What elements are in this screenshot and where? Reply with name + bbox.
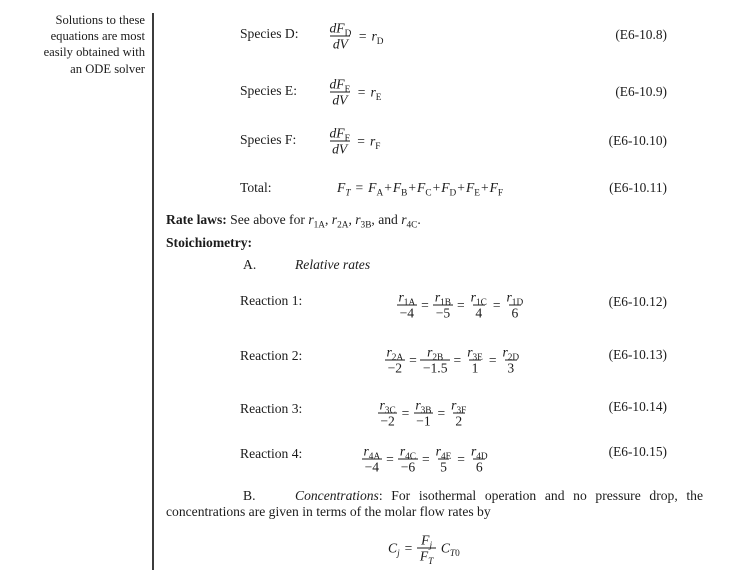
- period: .: [417, 212, 421, 227]
- equals-sign: =: [457, 451, 465, 466]
- rate-laws-line: [166, 212, 421, 231]
- fraction-numerator: [377, 397, 398, 417]
- species-index-subscript: [397, 549, 400, 559]
- fraction-numerator: [327, 20, 354, 40]
- equals-sign: =: [357, 133, 365, 148]
- separator: ,: [324, 212, 332, 227]
- relative-rates-equation: [396, 290, 526, 321]
- fraction-denominator: −5: [433, 305, 452, 321]
- rate-symbol: r: [331, 212, 338, 227]
- equation-number: (E6-10.12): [608, 294, 667, 309]
- concentration-lhs: [388, 540, 400, 559]
- fraction-numerator: [465, 344, 486, 364]
- margin-note: [14, 12, 145, 77]
- rate-ratio-fraction: [432, 290, 453, 321]
- total-lhs: [337, 180, 351, 199]
- fraction-denominator: [330, 36, 350, 52]
- item-b-title: Concentrations: [295, 488, 379, 503]
- denominator-text: dV: [332, 141, 348, 157]
- rate-subscript: 4A: [368, 452, 381, 463]
- rate-symbol: r: [451, 397, 457, 413]
- concentration-symbol: C: [440, 540, 450, 555]
- rate-subscript: 3B: [420, 406, 432, 417]
- rate-subscript: 3F: [456, 406, 467, 417]
- rate-term: [369, 133, 381, 152]
- plus-sign: +: [408, 180, 417, 195]
- flow-subscript: B: [401, 188, 408, 199]
- column-rule: [152, 13, 154, 570]
- fraction-denominator: 6: [509, 305, 521, 321]
- fraction-denominator: 4: [473, 305, 485, 321]
- equation-number: (E6-10.14): [608, 399, 667, 414]
- margin-note-line: Solutions to these: [55, 13, 145, 27]
- rate-symbol: r: [308, 212, 314, 227]
- fraction-denominator: −2: [385, 360, 404, 376]
- rate-symbol: r: [398, 289, 404, 305]
- rate-symbol: r: [506, 289, 512, 305]
- subscript-italic: j: [429, 541, 433, 552]
- fraction-denominator: −2: [378, 413, 397, 429]
- rate-ratio-fraction: [420, 345, 450, 376]
- equation-number: (E6-10.9): [615, 84, 667, 99]
- equation-number: (E6-10.15): [608, 444, 667, 459]
- margin-note-line: equations are most: [50, 29, 145, 44]
- equals-sign: =: [437, 405, 446, 420]
- item-b-text: : For isothermal operation and no pressure drop, the: [378, 488, 703, 503]
- fraction-denominator: 2: [453, 413, 465, 429]
- rate-symbol: r: [363, 443, 369, 459]
- rate-subscript: E: [375, 92, 382, 103]
- flow-symbol: F: [419, 548, 429, 564]
- equals-sign: =: [488, 352, 497, 367]
- rate-subscript: 2A: [391, 353, 404, 364]
- rate-subscript: 4E: [440, 452, 452, 463]
- fraction-numerator: [419, 532, 435, 552]
- equals-sign: =: [421, 297, 429, 312]
- rate-symbol: r: [470, 289, 476, 305]
- equation-number: (E6-10.13): [608, 347, 667, 362]
- fraction-numerator: [413, 397, 434, 417]
- rate-symbol: r: [467, 344, 473, 360]
- equals-sign: =: [357, 84, 366, 99]
- rate-symbol: r: [399, 443, 406, 459]
- numerator-subscript: D: [344, 29, 352, 40]
- denominator-text: dV: [332, 92, 348, 108]
- flow-symbol: F: [417, 180, 426, 195]
- fraction-numerator: [500, 344, 522, 364]
- relative-rates-equation: [384, 345, 522, 376]
- fraction-denominator: [330, 141, 350, 157]
- fraction-denominator: 1: [469, 360, 481, 376]
- rate-subscript: 1C: [475, 298, 487, 309]
- reaction-label: Reaction 3:: [240, 401, 303, 416]
- flow-subscript: A: [376, 188, 384, 199]
- fraction-numerator: [449, 397, 469, 417]
- rate-laws-heading: Rate laws:: [166, 212, 227, 227]
- equals-sign: =: [453, 352, 462, 367]
- rate-symbol: r: [434, 289, 441, 305]
- rate-ratio-fraction: [504, 290, 526, 321]
- margin-note-line: easily obtained with: [43, 45, 145, 60]
- rate-ratio-fraction: [449, 398, 469, 429]
- equals-sign: =: [358, 28, 367, 43]
- numerator-base: dF: [329, 76, 345, 92]
- mole-balance-equation: [327, 77, 381, 108]
- separator: , and: [371, 212, 402, 227]
- fraction-numerator: [397, 443, 418, 463]
- derivative-fraction: [327, 126, 352, 157]
- separator: ,: [348, 212, 356, 227]
- flow-symbol: F: [337, 180, 346, 195]
- rate-ratio-fraction: [500, 345, 522, 376]
- equals-sign: =: [404, 540, 413, 555]
- equals-sign: =: [422, 451, 430, 466]
- subscript-italic: j: [397, 548, 400, 559]
- rate-subscript: 1A: [313, 220, 325, 231]
- item-b-line1: [243, 488, 703, 504]
- flow-subscript: E: [474, 188, 480, 199]
- equals-sign: =: [457, 297, 465, 312]
- fraction-denominator: 5: [438, 459, 450, 475]
- subscript-italic: T: [428, 557, 434, 568]
- subscript-roman: 0: [455, 548, 460, 559]
- reaction-label: Reaction 2:: [240, 348, 303, 363]
- numerator-base: dF: [329, 20, 345, 36]
- total-label: Total:: [240, 180, 272, 195]
- fraction-numerator: [504, 289, 526, 309]
- rate-ratio-fraction: [361, 444, 383, 475]
- rate-subscript: 2B: [432, 353, 444, 364]
- flow-symbol: F: [421, 532, 430, 548]
- species-label: Species F:: [240, 132, 297, 147]
- rate-subscript: 2A: [337, 220, 349, 231]
- fraction-numerator: [468, 289, 489, 309]
- rate-term: [370, 84, 382, 103]
- fraction-numerator: [396, 289, 418, 309]
- concentration-symbol: C: [388, 540, 398, 555]
- rate-subscript: 4C: [406, 220, 418, 231]
- rate-ratio-fraction: [468, 290, 489, 321]
- rate-subscript: F: [375, 141, 381, 152]
- rate-symbol: r: [369, 133, 376, 148]
- fraction-numerator: [433, 443, 454, 463]
- rate-ratio-fraction: [433, 444, 454, 475]
- fraction-numerator: [361, 443, 383, 463]
- flow-subscript: C: [425, 188, 432, 199]
- equals-sign: =: [355, 180, 364, 195]
- concentration-equation: [388, 532, 460, 568]
- derivative-fraction: [327, 77, 353, 108]
- fraction-numerator: [384, 344, 406, 364]
- equals-sign: =: [492, 297, 501, 312]
- fraction-numerator: [425, 344, 446, 364]
- rate-ratio-fraction: [468, 444, 490, 475]
- item-b-letter: B.: [243, 488, 256, 503]
- flow-subscript: [428, 557, 433, 567]
- plus-sign: +: [457, 180, 465, 195]
- numerator-subscript: E: [344, 85, 351, 96]
- flow-ratio-fraction: [417, 532, 435, 568]
- rate-ratio-fraction: [384, 345, 406, 376]
- equals-sign: =: [409, 352, 417, 367]
- fraction-denominator: −1: [414, 413, 433, 429]
- rate-subscript: 3C: [384, 406, 396, 417]
- item-a-title: Relative rates: [295, 257, 371, 272]
- flow-symbol: F: [489, 180, 498, 195]
- fraction-denominator: [330, 92, 350, 108]
- rate-subscript: 3E: [472, 353, 483, 364]
- rate-symbol: r: [355, 212, 361, 227]
- fraction-denominator: 6: [473, 459, 485, 475]
- denominator-text: dV: [332, 36, 348, 52]
- rate-subscript: 4D: [476, 452, 488, 463]
- relative-rates-equation: [361, 444, 490, 475]
- rate-symbol: r: [502, 344, 508, 360]
- fraction-denominator: −4: [397, 305, 416, 321]
- total-flow-equation: [337, 180, 504, 199]
- rate-symbol: r: [401, 212, 407, 227]
- fraction-denominator: −4: [362, 459, 381, 475]
- species-label: Species D:: [240, 26, 299, 41]
- subscript-italic: T: [345, 188, 351, 199]
- rate-symbol: r: [415, 397, 421, 413]
- fraction-denominator: −6: [398, 459, 417, 475]
- reaction-label: Reaction 1:: [240, 293, 303, 308]
- numerator-base: dF: [329, 125, 345, 141]
- flow-subscript: [345, 189, 350, 199]
- rate-symbol: r: [370, 84, 376, 99]
- derivative-fraction: [327, 21, 354, 52]
- rate-symbol: r: [427, 344, 433, 360]
- rate-symbol: r: [470, 443, 477, 459]
- fraction-denominator: [417, 548, 435, 568]
- mole-balance-equation: [327, 21, 384, 52]
- plus-sign: +: [432, 180, 441, 195]
- fraction-numerator: [468, 443, 490, 463]
- equation-number: (E6-10.10): [608, 133, 667, 148]
- rate-laws-intro: See above for: [226, 212, 309, 227]
- rate-term: [371, 28, 384, 47]
- subscript-italic: T: [449, 548, 456, 559]
- rate-subscript: 3B: [360, 220, 372, 231]
- flow-symbol: F: [368, 180, 377, 195]
- mole-balance-equation: [327, 126, 380, 157]
- rate-subscript: 1D: [511, 298, 524, 309]
- equation-number: (E6-10.8): [615, 27, 667, 42]
- fraction-denominator: 3: [505, 360, 517, 376]
- fraction-denominator: −1.5: [420, 360, 450, 376]
- flow-symbol: F: [441, 180, 450, 195]
- rate-symbol: r: [379, 397, 385, 413]
- rate-symbol: r: [371, 28, 377, 43]
- species-label: Species E:: [240, 83, 298, 98]
- item-b-line2: concentrations are given in terms of the molar flow rates by: [166, 504, 491, 519]
- rate-ratio-fraction: [377, 398, 398, 429]
- reaction-label: Reaction 4:: [240, 446, 303, 461]
- equals-sign: =: [401, 405, 410, 420]
- item-a-letter: A.: [243, 257, 257, 272]
- rate-subscript: 1A: [403, 298, 416, 309]
- plus-sign: +: [384, 180, 392, 195]
- fraction-numerator: [327, 125, 352, 145]
- rate-ratio-fraction: [413, 398, 434, 429]
- rate-symbol: r: [386, 344, 392, 360]
- relative-rates-equation: [377, 398, 469, 429]
- margin-note-line: an ODE solver: [70, 61, 145, 76]
- numerator-subscript: F: [344, 134, 350, 145]
- fraction-numerator: [432, 289, 453, 309]
- rate-ratio-fraction: [396, 290, 418, 321]
- flow-subscript: D: [449, 188, 457, 199]
- total-rhs: [368, 180, 504, 199]
- rate-ratio-fraction: [465, 345, 486, 376]
- rate-subscript: D: [376, 36, 384, 47]
- fraction-numerator: [327, 76, 353, 96]
- stoichiometry-heading: Stoichiometry:: [166, 235, 253, 250]
- plus-sign: +: [480, 180, 489, 195]
- rate-ratio-fraction: [397, 444, 418, 475]
- rate-subscript: 2D: [507, 353, 520, 364]
- flow-symbol: F: [465, 180, 475, 195]
- equals-sign: =: [386, 451, 394, 466]
- rate-subscript: 1B: [440, 298, 451, 309]
- total-concentration-term: [440, 540, 460, 559]
- equation-number: (E6-10.11): [609, 180, 667, 195]
- flow-symbol: F: [392, 180, 402, 195]
- rate-symbol: r: [435, 443, 441, 459]
- rate-subscript: 4C: [405, 452, 416, 463]
- flow-subscript: F: [497, 188, 504, 199]
- total-subscript: [450, 549, 460, 559]
